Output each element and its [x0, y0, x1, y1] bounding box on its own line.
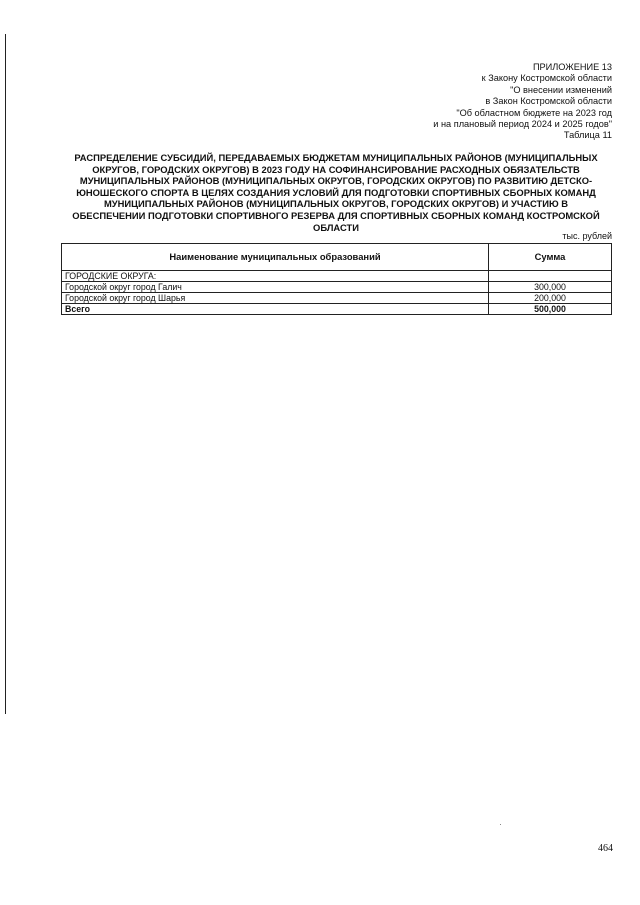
appendix-line: к Закону Костромской области: [481, 73, 612, 84]
total-name-cell: Всего: [62, 304, 489, 315]
title-line: ЮНОШЕСКОГО СПОРТА В ЦЕЛЯХ СОЗДАНИЯ УСЛОВИЙ ДЛЯ ПОДГОТОВКИ СПОРТИВНЫХ СБОРНЫХ КОМАНД: [76, 186, 596, 198]
row-sum-cell: [489, 271, 612, 282]
units-label: тыс. рублей: [562, 231, 612, 241]
table-number: Таблица 11: [563, 130, 612, 141]
title-line: ОКРУГОВ, ГОРОДСКИХ ОКРУГОВ) В 2023 ГОДУ НА СОФИНАНСИРОВАНИЕ РАСХОДНЫХ ОБЯЗАТЕЛЬСТВ: [92, 163, 580, 175]
scan-speck: [500, 824, 501, 825]
header-name-column: Наименование муниципальных образований: [62, 244, 489, 271]
title-line: МУНИЦИПАЛЬНЫХ РАЙОНОВ (МУНИЦИПАЛЬНЫХ ОКРУГОВ, ГОРОДСКИХ ОКРУГОВ) И УЧАСТИЮ В: [103, 198, 569, 210]
title-line: РАСПРЕДЕЛЕНИЕ СУБСИДИЙ, ПЕРЕДАВАЕМЫХ БЮДЖЕТАМ МУНИЦИПАЛЬНЫХ РАЙОНОВ (МУНИЦИПАЛЬНЫХ: [74, 152, 598, 163]
row-name-cell: Городской округ город Галич: [62, 282, 489, 293]
row-sum-cell: 300,000: [489, 282, 612, 293]
appendix-line: "Об областном бюджете на 2023 год: [456, 107, 612, 118]
appendix-line: и на плановый период 2024 и 2025 годов": [433, 119, 612, 130]
table-row: [62, 282, 612, 293]
row-name-cell: ГОРОДСКИЕ ОКРУГА:: [62, 271, 489, 282]
appendix-line: "О внесении изменений: [510, 84, 612, 95]
appendix-line: в Закон Костромской области: [485, 96, 612, 107]
page-number: 464: [598, 843, 613, 854]
total-sum-cell: 500,000: [489, 304, 612, 315]
title-line: ОБЛАСТИ: [313, 221, 359, 233]
appendix-line: ПРИЛОЖЕНИЕ 13: [532, 62, 612, 72]
header-sum-column: Сумма: [489, 244, 612, 271]
appendix-heading: [433, 62, 612, 142]
table-header-row: [62, 244, 612, 271]
left-margin-line: [5, 34, 6, 714]
document-title: [60, 152, 612, 233]
title-line: ОБЕСПЕЧЕНИИ ПОДГОТОВКИ СПОРТИВНОГО РЕЗЕРВА ДЛЯ СПОРТИВНЫХ СБОРНЫХ КОМАНД КОСТРОМСКОЙ: [72, 209, 600, 221]
table-total-row: [62, 304, 612, 315]
row-sum-cell: 200,000: [489, 293, 612, 304]
title-line: МУНИЦИПАЛЬНЫХ РАЙОНОВ (МУНИЦИПАЛЬНЫХ ОКРУГОВ, ГОРОДСКИХ ОКРУГОВ) ПО РАЗВИТИЮ ДЕТСКО-: [79, 175, 593, 187]
row-name-cell: Городской округ город Шарья: [62, 293, 489, 304]
subsidy-table: [61, 243, 612, 315]
table-row: [62, 293, 612, 304]
table-row: [62, 271, 612, 282]
